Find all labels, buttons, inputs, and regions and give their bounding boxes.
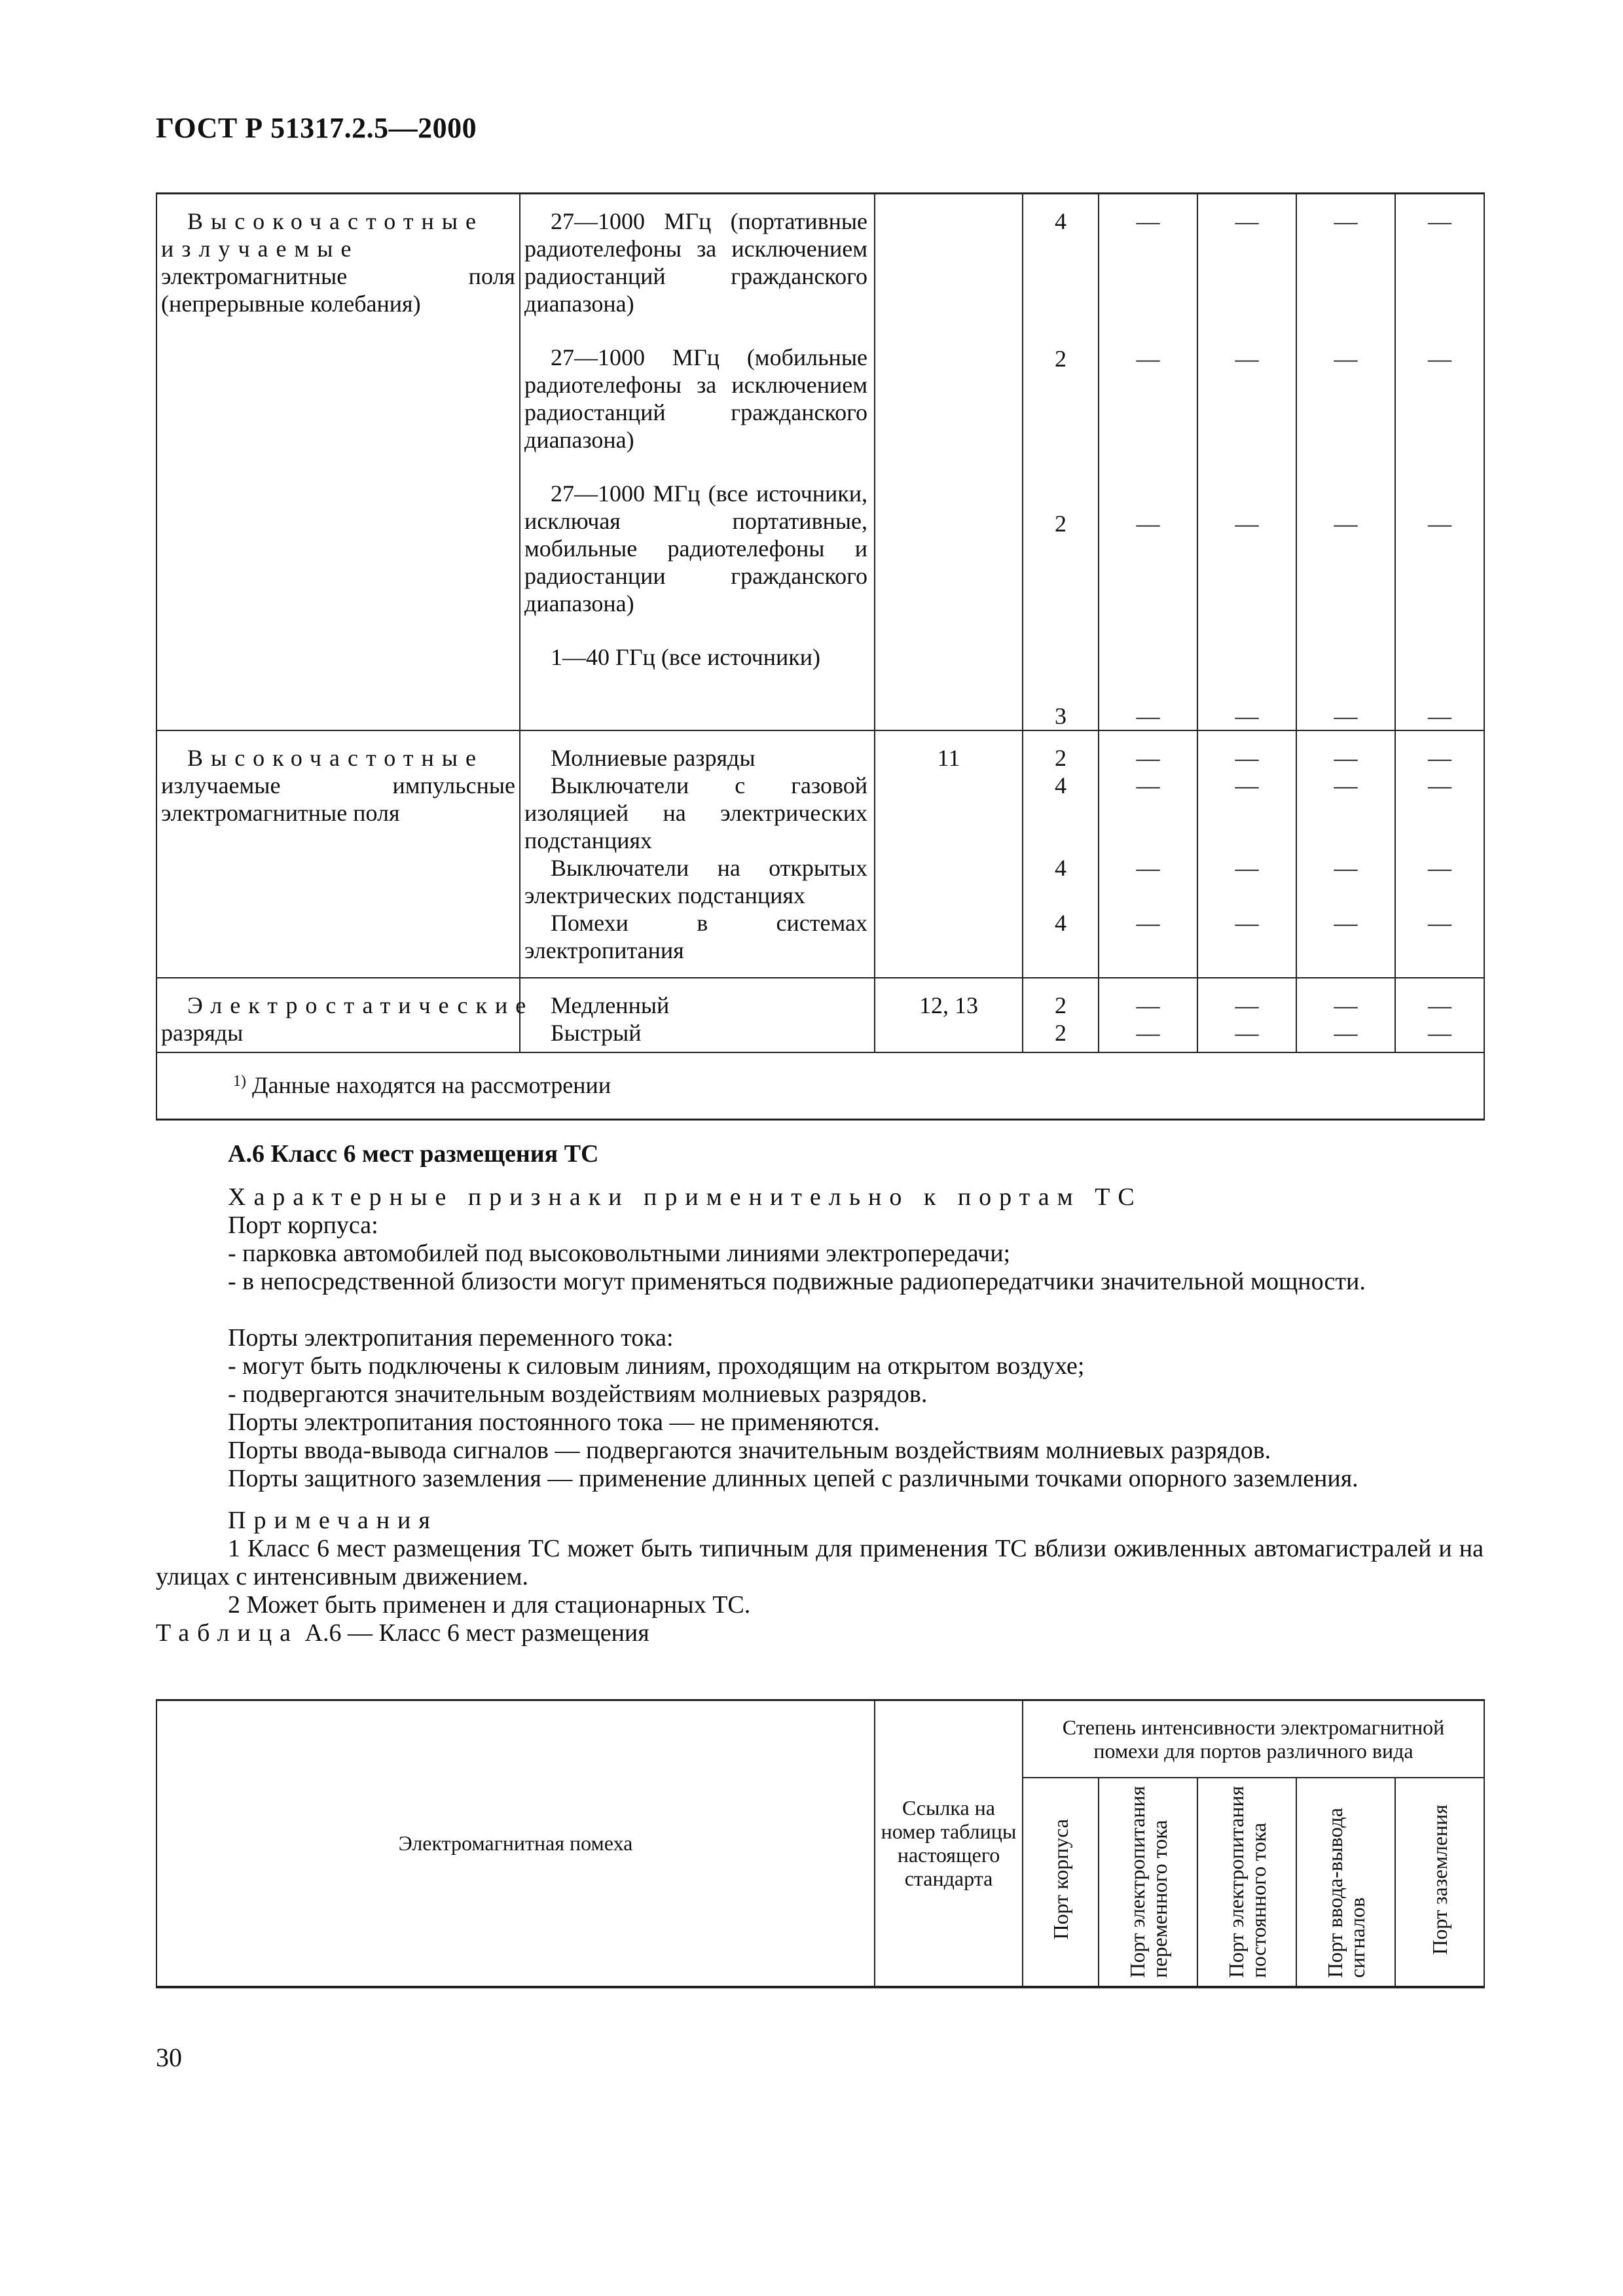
body-line: Порты электропитания переменного тока: [228,1324,674,1352]
dash: — [1235,992,1259,1018]
document-header: ГОСТ Р 51317.2.5—2000 [156,112,477,144]
level-cell [1023,730,1099,978]
table-footnote-row [156,1052,1484,1120]
dash: — [1334,855,1358,881]
col-port-header [1395,1778,1484,1987]
source-text: Медленный [551,992,670,1018]
dash: — [1136,745,1160,771]
note-item: 2 Может быть применен и для стационарных ТС. [228,1591,751,1619]
dash: — [1428,511,1451,537]
dash: — [1136,855,1160,881]
dash: — [1235,910,1259,936]
dash: — [1235,511,1259,537]
emi-name-cell [156,978,534,1052]
dash: — [1428,910,1451,936]
dash: — [1235,208,1259,234]
level-value: 2 [1055,511,1067,537]
table-row [156,730,1484,978]
emi-name-line: излучаемые импульсные электромагнитные поля [161,772,515,826]
table-caption [156,1619,1484,1647]
dash: — [1334,772,1358,798]
emi-name-line: Высокочастотные [187,745,484,771]
table-a6 [156,1699,1485,1988]
dash: — [1334,745,1358,771]
dash: — [1428,992,1451,1018]
dash: — [1334,511,1358,537]
body-line: Порты электропитания постоянного тока — не применяются. [228,1408,880,1436]
source-cell [520,730,875,978]
page-number: 30 [156,2043,182,2072]
dash: — [1334,992,1358,1018]
dash-cell [1395,194,1484,731]
level-value: 2 [1055,992,1067,1018]
dash: — [1428,1020,1451,1046]
col-port-header [1296,1778,1395,1987]
dash-cell [1395,978,1484,1052]
col-emi-header: Электромагнитная помеха [156,1700,875,1987]
dash: — [1136,992,1160,1018]
dash: — [1136,1020,1160,1046]
col-port-header [1099,1778,1197,1987]
emi-name-line: излучаемые [161,236,359,262]
level-cell [1023,194,1099,731]
ref-cell [875,194,1023,731]
dash-cell [1197,194,1296,731]
dash: — [1334,910,1358,936]
body-line: Порты ввода-вывода сигналов — подвергаются значительным воздействиям молниевых разрядов. [228,1437,1271,1464]
table-footnote [156,1052,1484,1120]
dash: — [1334,1020,1358,1046]
ref-cell: 12, 13 [875,978,1023,1052]
body-line: - в непосредственной близости могут применяться подвижные радиопередатчики значительной мощности. [228,1268,1366,1295]
dash-cell [1296,194,1395,731]
dash: — [1235,745,1259,771]
emi-name-line: электромагнитные поля (непрерывные колебания) [161,263,515,317]
footnote-text: Данные находятся на рассмотрении [252,1072,611,1098]
level-value: 2 [1055,1020,1067,1046]
dash: — [1428,208,1451,234]
dash-cell [1099,978,1197,1052]
table-row [156,194,1484,731]
source-cell [520,194,875,731]
body-line: Порты защитного заземления — применение длинных цепей с различными точками опорного заземления. [228,1465,1359,1492]
dash: — [1334,346,1358,372]
table-caption-label: Таблица [156,1619,299,1647]
emi-name-line: Электростатические [187,992,534,1018]
dash: — [1334,703,1358,729]
body-line: - могут быть подключены к силовым линиям, проходящим на открытом воздухе; [228,1352,1085,1380]
col-group-header: Степень интенсивности электромагнитной помехи для портов различного вида [1023,1700,1484,1778]
level-value: 4 [1055,208,1067,234]
source-text: 27—1000 МГц (мобильные радиотелефоны за исключением радиостанций гражданского диапазона) [524,344,867,453]
col-port-header [1197,1778,1296,1987]
dash: — [1428,745,1451,771]
level-value: 2 [1055,745,1067,771]
emi-name-line: разряды [161,1020,244,1046]
dash-cell [1296,730,1395,978]
dash: — [1136,703,1160,729]
dash-cell [1296,978,1395,1052]
source-cell [520,978,875,1052]
table-a5-continuation [156,192,1485,1121]
table-row [156,978,1484,1052]
source-text: Выключатели на открытых электрических подстанциях [524,855,867,908]
level-value: 3 [1055,703,1067,729]
source-text: Быстрый [551,1020,642,1046]
footnote-mark: 1) [233,1073,246,1090]
table-header-row [156,1700,1484,1778]
dash: — [1136,208,1160,234]
dash-cell [1395,730,1484,978]
dash: — [1235,703,1259,729]
section-subheading: Характерные признаки применительно к портам ТС [228,1183,1142,1211]
level-value: 4 [1055,772,1067,798]
port-label: Порт электропитания постоянного тока [1224,1785,1270,1978]
body-line: - подвергаются значительным воздействиям молниевых разрядов. [228,1380,928,1408]
emi-name-cell [156,730,520,978]
dash: — [1428,855,1451,881]
emi-name-cell [156,194,520,731]
note-item: 1 Класс 6 мест размещения ТС может быть типичным для применения ТС вблизи оживленных автомагистралей и на улицах с интенсивным движением. [156,1535,1484,1590]
dash: — [1136,346,1160,372]
section-heading: А.6 Класс 6 мест размещения ТС [228,1140,599,1168]
dash: — [1235,855,1259,881]
dash: — [1136,772,1160,798]
dash-cell [1197,730,1296,978]
source-text: Выключатели с газовой изоляцией на электрических подстанциях [524,772,867,853]
body-line: - парковка автомобилей под высоковольтными линиями электропередачи; [228,1240,1011,1267]
emi-name-line: Высокочастотные [187,208,484,234]
dash: — [1428,346,1451,372]
level-value: 2 [1055,346,1067,372]
dash: — [1235,772,1259,798]
port-label: Порт ввода-вывода сигналов [1322,1807,1369,1978]
dash-cell [1099,194,1197,731]
dash-cell [1197,978,1296,1052]
port-label: Порт корпуса [1049,1819,1072,1940]
level-value: 4 [1055,910,1067,936]
source-text: 27—1000 МГц (портативные радиотелефоны за исключением радиостанций гражданского диапазона) [524,208,867,317]
dash: — [1136,511,1160,537]
dash: — [1334,208,1358,234]
table-caption-text: А.6 — Класс 6 мест размещения [304,1619,649,1647]
level-value: 4 [1055,855,1067,881]
ref-cell: 11 [875,730,1023,978]
source-text: 27—1000 МГц (все источники, исключая портативные, мобильные радиотелефоны и радиостанции гражданского диапазона) [524,480,867,617]
source-text: 1—40 ГГц (все источники) [551,644,821,670]
level-cell [1023,978,1099,1052]
port-label: Порт электропитания переменного тока [1125,1785,1171,1978]
dash: — [1136,910,1160,936]
dash: — [1428,703,1451,729]
col-port-header [1023,1778,1099,1987]
body-line: Порт корпуса: [228,1211,378,1239]
notes-heading: Примечания [228,1507,438,1534]
source-text: Помехи в системах электропитания [524,910,867,963]
dash: — [1235,346,1259,372]
source-text: Молниевые разряды [551,745,756,771]
col-ref-header: Ссылка на номер таблицы настоящего стандарта [875,1700,1023,1987]
dash: — [1428,772,1451,798]
dash: — [1235,1020,1259,1046]
dash-cell [1099,730,1197,978]
port-label: Порт заземления [1428,1804,1451,1955]
